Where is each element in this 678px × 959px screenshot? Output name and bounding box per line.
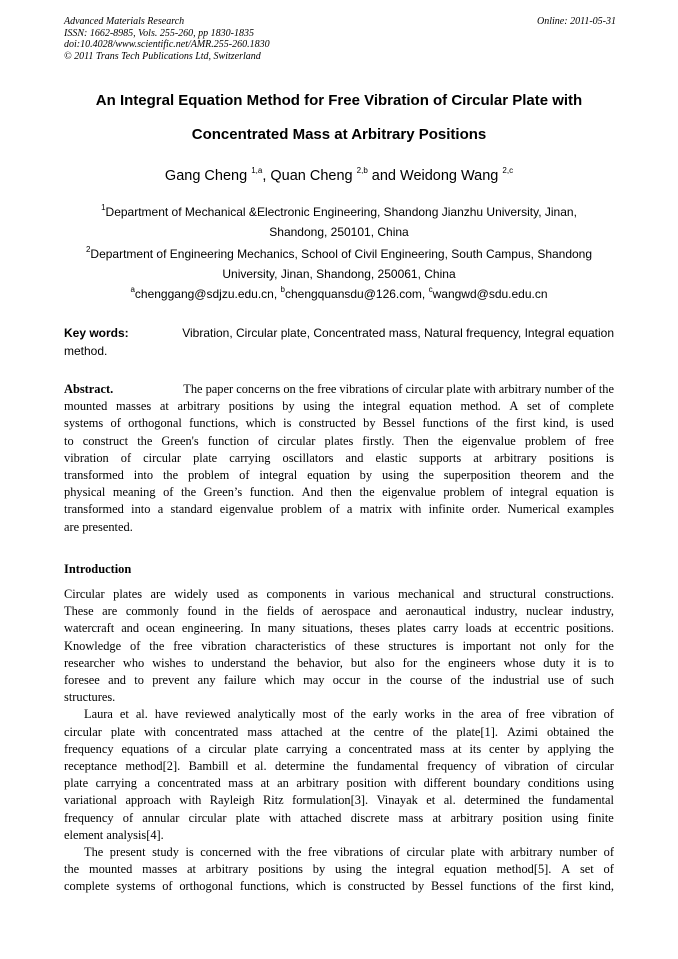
intro-line: watercraft and ocean engineering. In many situations, theses plates carry loads at eccentric positions. bbox=[64, 621, 614, 636]
intro-line: receptance method[2]. Bambill et al. determine the fundamental frequency of vibration of circular bbox=[64, 759, 614, 774]
abstract-label: Abstract. bbox=[64, 382, 114, 396]
author-2: , Quan Cheng bbox=[262, 167, 353, 184]
author-1-sup: 1,a bbox=[251, 166, 263, 175]
journal-name: Advanced Materials Research bbox=[64, 16, 185, 27]
keywords bbox=[64, 324, 614, 360]
author-3-sup: 2,c bbox=[502, 166, 514, 175]
email-a-sup: a bbox=[130, 285, 135, 294]
intro-line: These are commonly found in the fields of aerospace and aeronautical industry, nuclear industry, bbox=[64, 604, 614, 619]
keywords-text-1: Vibration, Circular plate, Concentrated mass, Natural frequency, Integral equation bbox=[182, 326, 614, 340]
affiliation-2-line-1: Department of Engineering Mechanics, School of Civil Engineering, South Campus, Shandong bbox=[90, 247, 593, 261]
affiliation-1-line-1: Department of Mechanical &Electronic Engineering, Shandong Jianzhu University, Jinan, bbox=[105, 205, 577, 219]
intro-line: Circular plates are widely used as components in various mechanical and structural constructions. bbox=[64, 587, 614, 601]
affiliation-1 bbox=[40, 199, 638, 242]
abstract-line: vibration of circular plate carrying oscillators and elastic supports at arbitrary positions is bbox=[64, 450, 614, 465]
abstract-line: are presented. bbox=[64, 519, 133, 534]
affiliation-2-line-2: University, Jinan, Shandong, 250061, China bbox=[222, 267, 456, 281]
keywords-label: Key words: bbox=[64, 326, 129, 340]
intro-line: complete systems of orthogonal functions, which is constructed by Bessel functions of the first kind, bbox=[64, 879, 614, 894]
author-emails bbox=[40, 286, 638, 301]
affiliation-1-sup: 1 bbox=[101, 203, 106, 212]
intro-line: foresee and to prevent any failure which may occur in the course of the industrial use of such bbox=[64, 673, 614, 688]
email-c-sup: c bbox=[428, 285, 433, 294]
author-1: Gang Cheng bbox=[164, 167, 248, 184]
abstract-line: transformed into a standard eigenvalue problem of a matrix with infinite order. Numerical examples bbox=[64, 502, 614, 517]
intro-line: researcher who wishes to understand the behavior, but also for the engineers whose duty it is to bbox=[64, 655, 614, 670]
intro-line: frequency of annular circular plate with attached discrete mass at arbitrary position using finite bbox=[64, 810, 614, 825]
abstract-line: transformed into the problem of integral equation by using the superposition theorem and the bbox=[64, 468, 614, 483]
intro-line: circular plate with concentrated mass attached at the centre of the plate[1]. Azimi obtained the bbox=[64, 724, 614, 739]
affiliation-2 bbox=[40, 241, 638, 284]
introduction-body bbox=[64, 586, 614, 896]
issn-line: ISSN: 1662-8985, Vols. 255-260, pp 1830-1835 bbox=[64, 27, 254, 39]
abstract bbox=[64, 381, 614, 536]
author-3: and Weidong Wang bbox=[367, 167, 499, 184]
email-a: chenggang@sdjzu.edu.cn, bbox=[134, 287, 281, 301]
journal-header bbox=[64, 16, 616, 62]
intro-line: frequency equations of a circular plate carrying a concentrated mass at its center by applying the bbox=[64, 741, 614, 756]
intro-line: Laura et al. have reviewed analytically most of the early works in the area of free vibration of bbox=[84, 707, 614, 722]
intro-line: Knowledge of the free vibration characteristics of these structures is important not only for the bbox=[64, 638, 614, 653]
abstract-line: to construct the Green's function of circular plates firstly. Then the eigenvalue problem of free bbox=[64, 433, 614, 448]
intro-line: plate carrying a concentrated mass at an arbitrary position with different boundary conditions using bbox=[64, 776, 614, 791]
abstract-line-text: The paper concerns on the free vibrations of circular plate with arbitrary number of the bbox=[180, 382, 614, 396]
abstract-line: mounted masses at arbitrary positions by using the integral equation method. A set of complete bbox=[64, 399, 614, 414]
intro-line: The present study is concerned with the free vibrations of circular plate with arbitrary number of bbox=[84, 845, 614, 860]
abstract-line bbox=[64, 381, 614, 398]
abstract-line: systems of orthogonal functions, which is constructed by Bessel functions of the first kind, is used bbox=[64, 416, 614, 431]
email-b: chengquansdu@126.com, bbox=[284, 287, 429, 301]
author-list bbox=[40, 167, 638, 184]
affiliation-2-sup: 2 bbox=[85, 245, 91, 254]
email-c: wangwd@sdu.edu.cn bbox=[432, 287, 548, 301]
intro-line: variational approach with Rayleigh Ritz formulation[3]. Vinayak et al. determined the fundamental bbox=[64, 793, 614, 808]
copyright-line: © 2011 Trans Tech Publications Ltd, Switzerland bbox=[64, 50, 261, 62]
section-heading-introduction: Introduction bbox=[64, 562, 132, 576]
abstract-line: physical meaning of the Green’s function. And then the eigenvalue problem of integral equation is bbox=[64, 485, 614, 500]
keywords-line-1 bbox=[64, 324, 614, 342]
paper-title-line-1: An Integral Equation Method for Free Vibration of Circular Plate with bbox=[95, 92, 583, 109]
affiliation-1-line-2: Shandong, 250101, China bbox=[269, 225, 409, 239]
doi-line: doi:10.4028/www.scientific.net/AMR.255-260.1830 bbox=[64, 39, 270, 50]
intro-line: the mounted masses at arbitrary positions by using the integral equation method[5]. A set of bbox=[64, 862, 614, 877]
online-date: Online: 2011-05-31 bbox=[537, 16, 616, 27]
author-2-sup: 2,b bbox=[356, 166, 368, 175]
keywords-text-2: method. bbox=[64, 344, 108, 358]
email-b-sup: b bbox=[280, 285, 285, 294]
intro-line: element analysis[4]. bbox=[64, 827, 164, 842]
intro-line: structures. bbox=[64, 690, 116, 705]
paper-title-line-2: Concentrated Mass at Arbitrary Positions bbox=[191, 126, 487, 143]
